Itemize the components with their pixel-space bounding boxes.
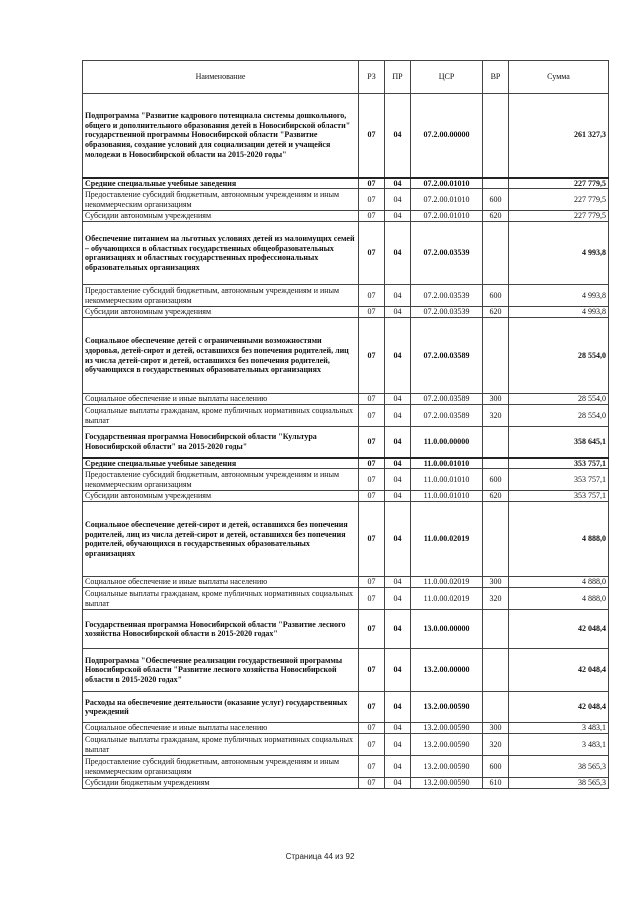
table-row bbox=[83, 394, 609, 405]
cell-sum: 261 327,3 bbox=[509, 94, 609, 178]
cell-rz: 07 bbox=[359, 756, 385, 778]
page-number: Страница 44 из 92 bbox=[285, 852, 355, 861]
cell-name: Социальное обеспечение и иные выплаты населению bbox=[83, 723, 359, 734]
cell-pr: 04 bbox=[385, 502, 411, 577]
cell-pr: 04 bbox=[385, 307, 411, 318]
cell-name: Социальное обеспечение и иные выплаты населению bbox=[83, 394, 359, 405]
cell-sum: 3 483,1 bbox=[509, 723, 609, 734]
cell-sum: 4 888,0 bbox=[509, 502, 609, 577]
cell-vr: 600 bbox=[483, 756, 509, 778]
cell-sum: 3 483,1 bbox=[509, 734, 609, 756]
cell-name: Социальные выплаты гражданам, кроме публичных нормативных социальных выплат bbox=[83, 405, 359, 427]
cell-csr: 13.2.00.00000 bbox=[411, 649, 483, 692]
cell-name: Обеспечение питанием на льготных условиях детей из малоимущих семей – обучающихся в областных государственных общеобразовательных организациях и областных государственных профессиональных образовательных организациях bbox=[83, 222, 359, 285]
cell-sum: 28 554,0 bbox=[509, 405, 609, 427]
cell-vr: 600 bbox=[483, 469, 509, 491]
cell-pr: 04 bbox=[385, 94, 411, 178]
header-vr: ВР bbox=[483, 61, 509, 94]
table-row bbox=[83, 491, 609, 502]
table-row bbox=[83, 649, 609, 692]
cell-name: Социальное обеспечение детей-сирот и детей, оставшихся без попечения родителей, лиц из числа детей-сирот и детей, оставшихся без попечения родителей, обучающихся в государственных образовательных организациях bbox=[83, 502, 359, 577]
cell-rz: 07 bbox=[359, 692, 385, 723]
cell-sum: 227 779,5 bbox=[509, 178, 609, 189]
table-row bbox=[83, 756, 609, 778]
table-row bbox=[83, 211, 609, 222]
cell-pr: 04 bbox=[385, 588, 411, 610]
cell-sum: 353 757,1 bbox=[509, 469, 609, 491]
cell-csr: 13.2.00.00590 bbox=[411, 778, 483, 789]
table-row bbox=[83, 469, 609, 491]
cell-sum: 4 888,0 bbox=[509, 588, 609, 610]
cell-csr: 07.2.00.03539 bbox=[411, 222, 483, 285]
cell-csr: 11.0.00.02019 bbox=[411, 502, 483, 577]
cell-vr: 620 bbox=[483, 307, 509, 318]
cell-sum: 353 757,1 bbox=[509, 458, 609, 469]
cell-rz: 07 bbox=[359, 502, 385, 577]
cell-vr bbox=[483, 692, 509, 723]
cell-pr: 04 bbox=[385, 211, 411, 222]
cell-sum: 4 888,0 bbox=[509, 577, 609, 588]
cell-vr: 320 bbox=[483, 405, 509, 427]
cell-sum: 4 993,8 bbox=[509, 222, 609, 285]
cell-vr: 600 bbox=[483, 189, 509, 211]
cell-pr: 04 bbox=[385, 405, 411, 427]
cell-vr: 320 bbox=[483, 588, 509, 610]
cell-vr: 300 bbox=[483, 577, 509, 588]
cell-rz: 07 bbox=[359, 577, 385, 588]
cell-rz: 07 bbox=[359, 178, 385, 189]
table-row bbox=[83, 692, 609, 723]
cell-rz: 07 bbox=[359, 469, 385, 491]
cell-pr: 04 bbox=[385, 649, 411, 692]
cell-vr bbox=[483, 318, 509, 394]
cell-sum: 353 757,1 bbox=[509, 491, 609, 502]
cell-name: Предоставление субсидий бюджетным, автономным учреждениям и иным некоммерческим организациям bbox=[83, 469, 359, 491]
table-row bbox=[83, 222, 609, 285]
cell-vr: 620 bbox=[483, 211, 509, 222]
cell-rz: 07 bbox=[359, 94, 385, 178]
cell-pr: 04 bbox=[385, 285, 411, 307]
table-header-row bbox=[83, 61, 609, 94]
cell-rz: 07 bbox=[359, 588, 385, 610]
cell-csr: 11.0.00.02019 bbox=[411, 588, 483, 610]
cell-vr bbox=[483, 458, 509, 469]
header-rz: РЗ bbox=[359, 61, 385, 94]
cell-name: Подпрограмма "Обеспечение реализации государственной программы Новосибирской области "Развитие лесного хозяйства Новосибирской области в 2015-2020 годах" bbox=[83, 649, 359, 692]
table-row bbox=[83, 405, 609, 427]
table-row bbox=[83, 318, 609, 394]
cell-vr bbox=[483, 94, 509, 178]
cell-sum: 42 048,4 bbox=[509, 649, 609, 692]
cell-name: Государственная программа Новосибирской области "Культура Новосибирской области" на 2015-2020 годы" bbox=[83, 427, 359, 458]
cell-sum: 38 565,3 bbox=[509, 756, 609, 778]
cell-name: Субсидии автономным учреждениям bbox=[83, 491, 359, 502]
table-row bbox=[83, 610, 609, 649]
cell-pr: 04 bbox=[385, 734, 411, 756]
budget-table bbox=[82, 60, 609, 789]
cell-csr: 07.2.00.03589 bbox=[411, 405, 483, 427]
cell-rz: 07 bbox=[359, 458, 385, 469]
cell-rz: 07 bbox=[359, 285, 385, 307]
cell-rz: 07 bbox=[359, 394, 385, 405]
cell-rz: 07 bbox=[359, 734, 385, 756]
cell-pr: 04 bbox=[385, 222, 411, 285]
cell-rz: 07 bbox=[359, 405, 385, 427]
cell-pr: 04 bbox=[385, 458, 411, 469]
cell-vr bbox=[483, 427, 509, 458]
table-row bbox=[83, 723, 609, 734]
cell-rz: 07 bbox=[359, 307, 385, 318]
table-row bbox=[83, 427, 609, 458]
cell-csr: 11.0.00.02019 bbox=[411, 577, 483, 588]
cell-rz: 07 bbox=[359, 222, 385, 285]
header-csr: ЦСР bbox=[411, 61, 483, 94]
cell-name: Субсидии бюджетным учреждениям bbox=[83, 778, 359, 789]
cell-vr: 300 bbox=[483, 723, 509, 734]
cell-name: Подпрограмма "Развитие кадрового потенциала системы дошкольного, общего и дополнительного образования детей в Новосибирской области" государственной программы Новосибирской области "Развитие образования, создание условий для социализации детей и учащейся молодежи в Новосибирской области на 2015-2020 годы" bbox=[83, 94, 359, 178]
cell-sum: 42 048,4 bbox=[509, 610, 609, 649]
cell-vr bbox=[483, 222, 509, 285]
table-row bbox=[83, 734, 609, 756]
cell-sum: 227 779,5 bbox=[509, 211, 609, 222]
table-row bbox=[83, 307, 609, 318]
cell-rz: 07 bbox=[359, 491, 385, 502]
cell-sum: 227 779,5 bbox=[509, 189, 609, 211]
table-row bbox=[83, 285, 609, 307]
cell-pr: 04 bbox=[385, 577, 411, 588]
header-name: Наименование bbox=[83, 61, 359, 94]
cell-csr: 13.0.00.00000 bbox=[411, 610, 483, 649]
cell-csr: 13.2.00.00590 bbox=[411, 756, 483, 778]
table-row bbox=[83, 588, 609, 610]
table-row bbox=[83, 502, 609, 577]
cell-vr: 610 bbox=[483, 778, 509, 789]
cell-csr: 11.0.00.01010 bbox=[411, 469, 483, 491]
cell-pr: 04 bbox=[385, 610, 411, 649]
cell-name: Социальные выплаты гражданам, кроме публичных нормативных социальных выплат bbox=[83, 588, 359, 610]
cell-csr: 11.0.00.01010 bbox=[411, 491, 483, 502]
cell-vr bbox=[483, 610, 509, 649]
table-row bbox=[83, 458, 609, 469]
cell-pr: 04 bbox=[385, 469, 411, 491]
cell-sum: 358 645,1 bbox=[509, 427, 609, 458]
cell-csr: 13.2.00.00590 bbox=[411, 734, 483, 756]
cell-csr: 07.2.00.03589 bbox=[411, 318, 483, 394]
cell-csr: 07.2.00.03589 bbox=[411, 394, 483, 405]
cell-sum: 28 554,0 bbox=[509, 394, 609, 405]
cell-pr: 04 bbox=[385, 178, 411, 189]
cell-pr: 04 bbox=[385, 778, 411, 789]
cell-vr: 300 bbox=[483, 394, 509, 405]
header-pr: ПР bbox=[385, 61, 411, 94]
cell-rz: 07 bbox=[359, 211, 385, 222]
cell-vr: 320 bbox=[483, 734, 509, 756]
cell-pr: 04 bbox=[385, 692, 411, 723]
cell-vr: 600 bbox=[483, 285, 509, 307]
cell-sum: 42 048,4 bbox=[509, 692, 609, 723]
table-row bbox=[83, 178, 609, 189]
cell-sum: 4 993,8 bbox=[509, 285, 609, 307]
cell-vr bbox=[483, 178, 509, 189]
cell-csr: 07.2.00.03539 bbox=[411, 307, 483, 318]
cell-pr: 04 bbox=[385, 318, 411, 394]
cell-sum: 28 554,0 bbox=[509, 318, 609, 394]
cell-name: Средние специальные учебные заведения bbox=[83, 458, 359, 469]
cell-rz: 07 bbox=[359, 723, 385, 734]
cell-name: Расходы на обеспечение деятельности (оказание услуг) государственных учреждений bbox=[83, 692, 359, 723]
cell-rz: 07 bbox=[359, 778, 385, 789]
cell-name: Социальные выплаты гражданам, кроме публичных нормативных социальных выплат bbox=[83, 734, 359, 756]
cell-csr: 07.2.00.01010 bbox=[411, 189, 483, 211]
cell-pr: 04 bbox=[385, 394, 411, 405]
cell-name: Социальное обеспечение детей с ограниченными возможностями здоровья, детей-сирот и детей, оставшихся без попечения родителей, лиц из числа детей-сирот и детей, оставшихся без попечения родителей, обучающихся в государственных образовательных организациях bbox=[83, 318, 359, 394]
cell-name: Государственная программа Новосибирской области "Развитие лесного хозяйства Новосибирской области в 2015-2020 годах" bbox=[83, 610, 359, 649]
cell-csr: 13.2.00.00590 bbox=[411, 692, 483, 723]
cell-sum: 38 565,3 bbox=[509, 778, 609, 789]
cell-vr bbox=[483, 502, 509, 577]
cell-pr: 04 bbox=[385, 756, 411, 778]
cell-pr: 04 bbox=[385, 427, 411, 458]
cell-name: Предоставление субсидий бюджетным, автономным учреждениям и иным некоммерческим организациям bbox=[83, 756, 359, 778]
cell-pr: 04 bbox=[385, 723, 411, 734]
cell-name: Средние специальные учебные заведения bbox=[83, 178, 359, 189]
cell-vr: 620 bbox=[483, 491, 509, 502]
cell-pr: 04 bbox=[385, 491, 411, 502]
cell-csr: 07.2.00.01010 bbox=[411, 211, 483, 222]
cell-csr: 07.2.00.03539 bbox=[411, 285, 483, 307]
table-row bbox=[83, 189, 609, 211]
cell-rz: 07 bbox=[359, 189, 385, 211]
cell-csr: 07.2.00.01010 bbox=[411, 178, 483, 189]
table-row bbox=[83, 778, 609, 789]
cell-name: Социальное обеспечение и иные выплаты населению bbox=[83, 577, 359, 588]
cell-name: Предоставление субсидий бюджетным, автономным учреждениям и иным некоммерческим организациям bbox=[83, 285, 359, 307]
cell-rz: 07 bbox=[359, 649, 385, 692]
cell-rz: 07 bbox=[359, 318, 385, 394]
cell-name: Субсидии автономным учреждениям bbox=[83, 211, 359, 222]
cell-csr: 11.0.00.01010 bbox=[411, 458, 483, 469]
cell-name: Предоставление субсидий бюджетным, автономным учреждениям и иным некоммерческим организациям bbox=[83, 189, 359, 211]
header-sum: Сумма bbox=[509, 61, 609, 94]
cell-csr: 13.2.00.00590 bbox=[411, 723, 483, 734]
table-row bbox=[83, 94, 609, 178]
cell-pr: 04 bbox=[385, 189, 411, 211]
table-body bbox=[83, 94, 609, 789]
cell-rz: 07 bbox=[359, 610, 385, 649]
cell-csr: 07.2.00.00000 bbox=[411, 94, 483, 178]
cell-sum: 4 993,8 bbox=[509, 307, 609, 318]
cell-rz: 07 bbox=[359, 427, 385, 458]
cell-csr: 11.0.00.00000 bbox=[411, 427, 483, 458]
cell-name: Субсидии автономным учреждениям bbox=[83, 307, 359, 318]
cell-vr bbox=[483, 649, 509, 692]
table-row bbox=[83, 577, 609, 588]
